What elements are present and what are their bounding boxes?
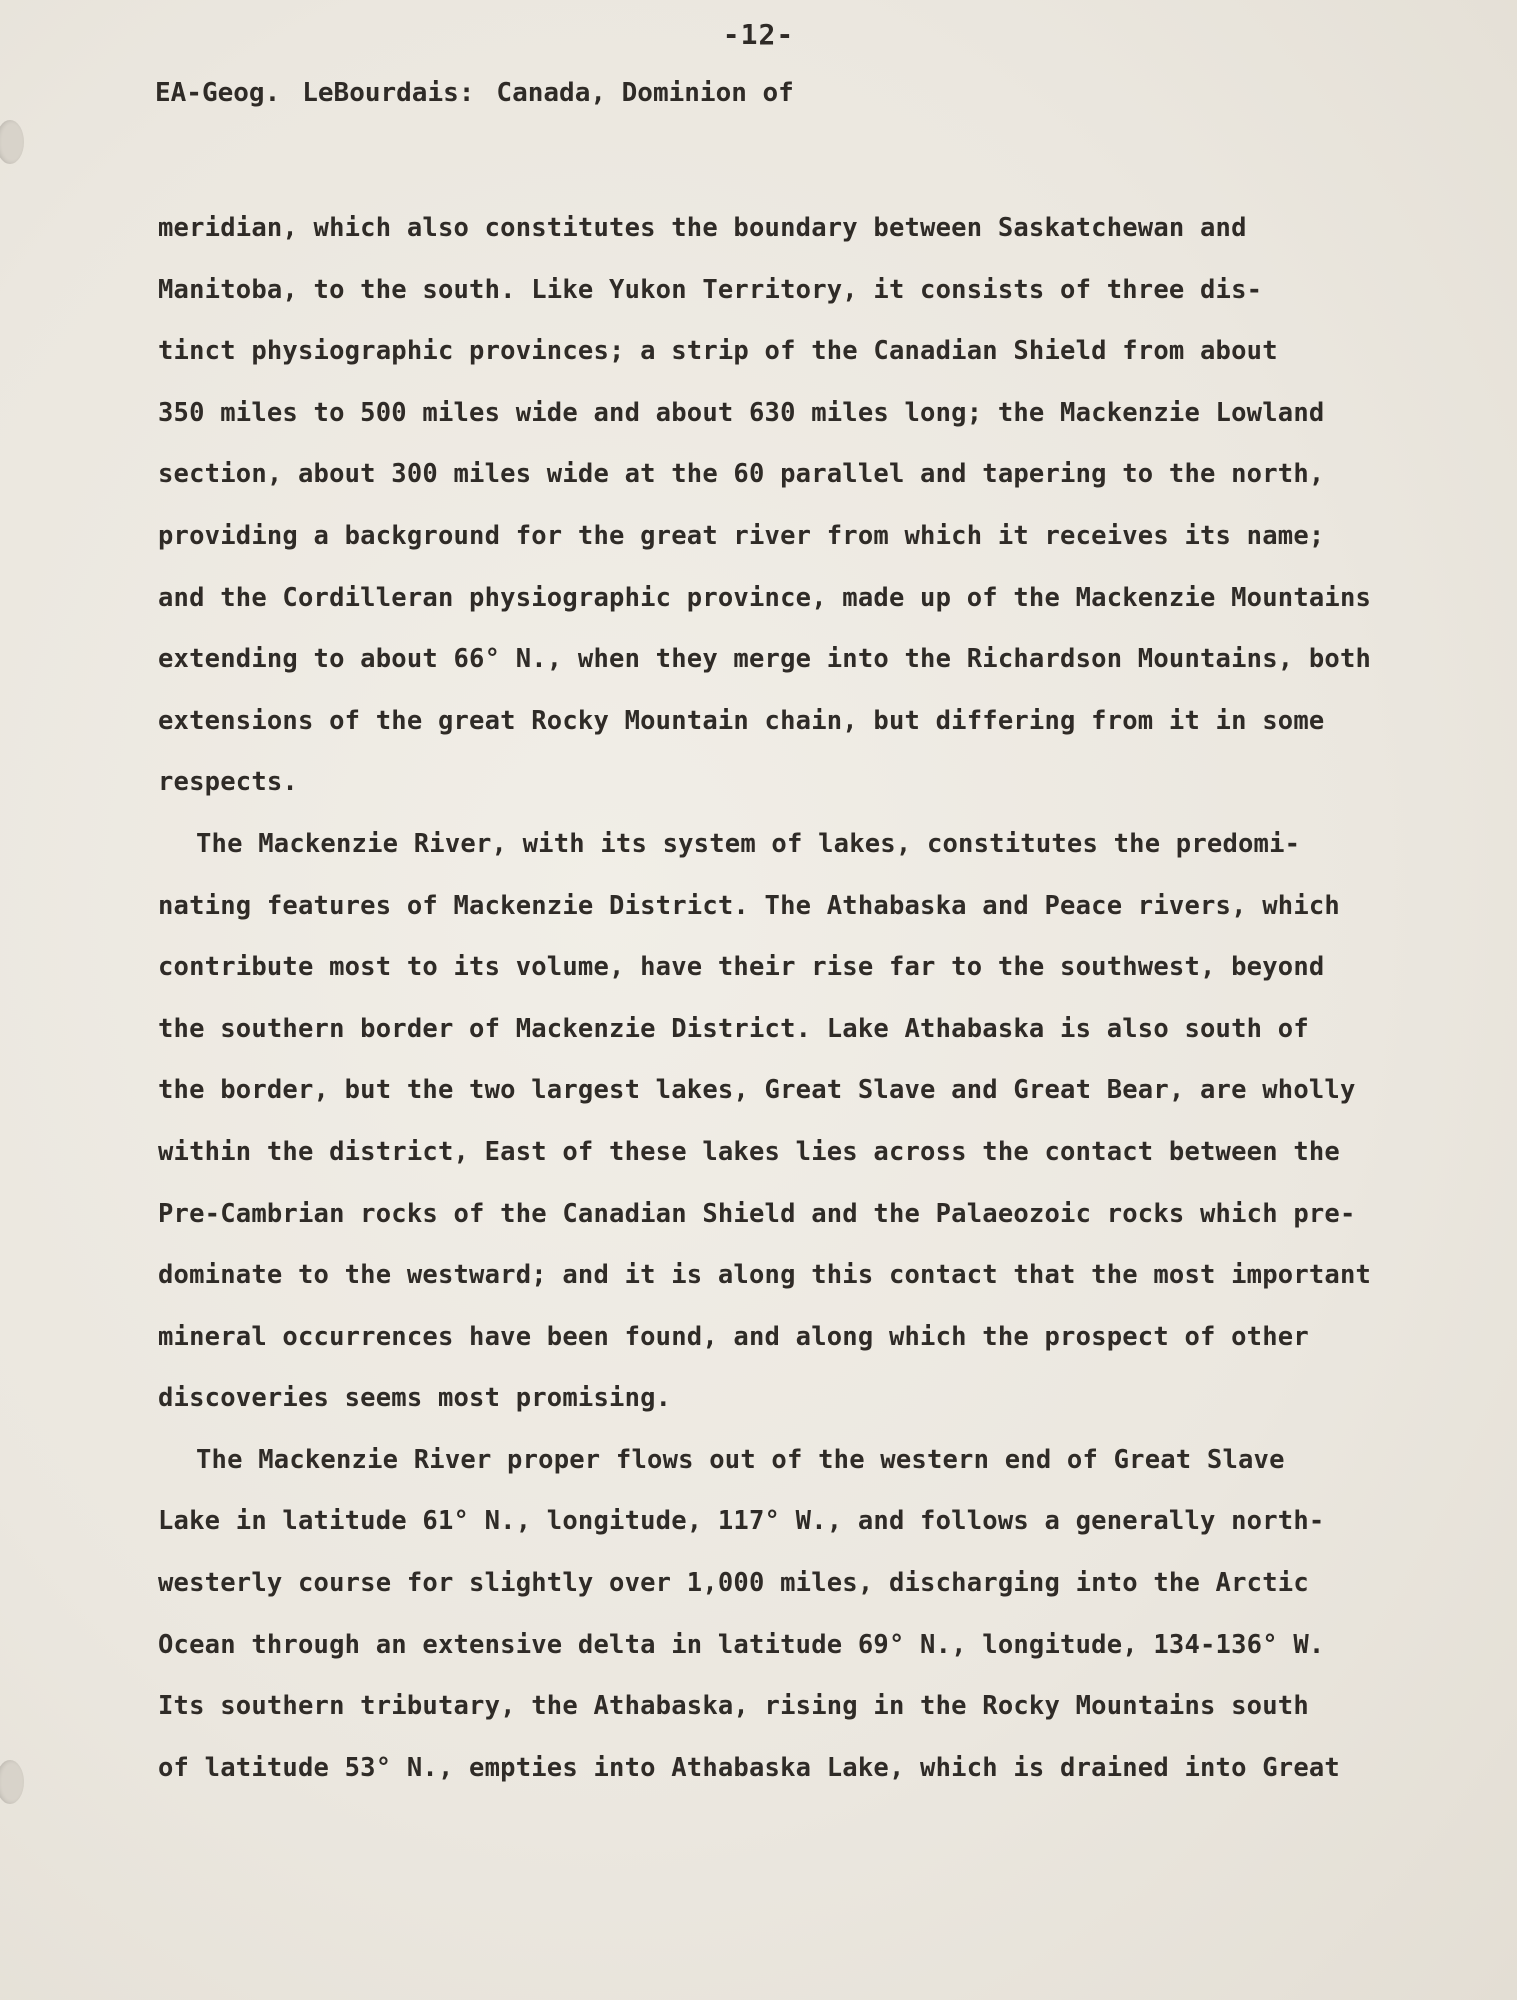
text-line: The Mackenzie River proper flows out of the western end of Great Slave (196, 1444, 1285, 1475)
text-line: extending to about 66° N., when they merge into the Richardson Mountains, both (158, 644, 1372, 675)
text-line: Manitoba, to the south. Like Yukon Territory, it consists of three dis- (158, 274, 1263, 305)
header-author: LeBourdais: (302, 78, 475, 108)
text-line: section, about 300 miles wide at the 60 parallel and tapering to the north, (158, 459, 1325, 490)
text-line: Lake in latitude 61° N., longitude, 117° W., and follows a generally north- (158, 1506, 1325, 1537)
text-line: within the district, East of these lakes lies across the contact between the (158, 1136, 1340, 1167)
text-line: of latitude 53° N., empties into Athabaska Lake, which is drained into Great (158, 1752, 1340, 1783)
body-text (158, 198, 1372, 1799)
text-line: tinct physiographic provinces; a strip of the Canadian Shield from about (158, 336, 1278, 367)
running-header (155, 78, 794, 108)
text-line: meridian, which also constitutes the boundary between Saskatchewan and (158, 213, 1247, 243)
text-line: and the Cordilleran physiographic province, made up of the Mackenzie Mountains (158, 582, 1372, 613)
header-code: EA-Geog. (155, 78, 281, 108)
text-line: the border, but the two largest lakes, Great Slave and Great Bear, are wholly (158, 1075, 1356, 1106)
punch-hole (0, 120, 24, 164)
text-line: extensions of the great Rocky Mountain chain, but differing from it in some (158, 705, 1325, 736)
text-line: The Mackenzie River, with its system of lakes, constitutes the predomi- (196, 828, 1301, 859)
text-line: westerly course for slightly over 1,000 miles, discharging into the Arctic (158, 1568, 1309, 1599)
text-line: 350 miles to 500 miles wide and about 630 miles long; the Mackenzie Lowland (158, 397, 1325, 428)
text-line: discoveries seems most promising. (158, 1383, 672, 1414)
text-line: mineral occurrences have been found, and along which the prospect of other (158, 1321, 1309, 1352)
text-line: dominate to the westward; and it is along this contact that the most important (158, 1260, 1372, 1291)
text-line: Its southern tributary, the Athabaska, rising in the Rocky Mountains south (158, 1691, 1309, 1722)
text-line: nating features of Mackenzie District. The Athabaska and Peace rivers, which (158, 890, 1340, 921)
page-number: -12- (722, 18, 795, 51)
header-title: Canada, Dominion of (496, 78, 794, 108)
punch-hole (0, 1760, 24, 1804)
text-line: Ocean through an extensive delta in latitude 69° N., longitude, 134-136° W. (158, 1629, 1325, 1660)
text-line: Pre-Cambrian rocks of the Canadian Shield and the Palaeozoic rocks which pre- (158, 1198, 1356, 1229)
text-line: contribute most to its volume, have their rise far to the southwest, beyond (158, 952, 1325, 983)
text-line: the southern border of Mackenzie District. Lake Athabaska is also south of (158, 1013, 1309, 1044)
text-line: respects. (158, 767, 298, 798)
text-line: providing a background for the great river from which it receives its name; (158, 520, 1325, 551)
